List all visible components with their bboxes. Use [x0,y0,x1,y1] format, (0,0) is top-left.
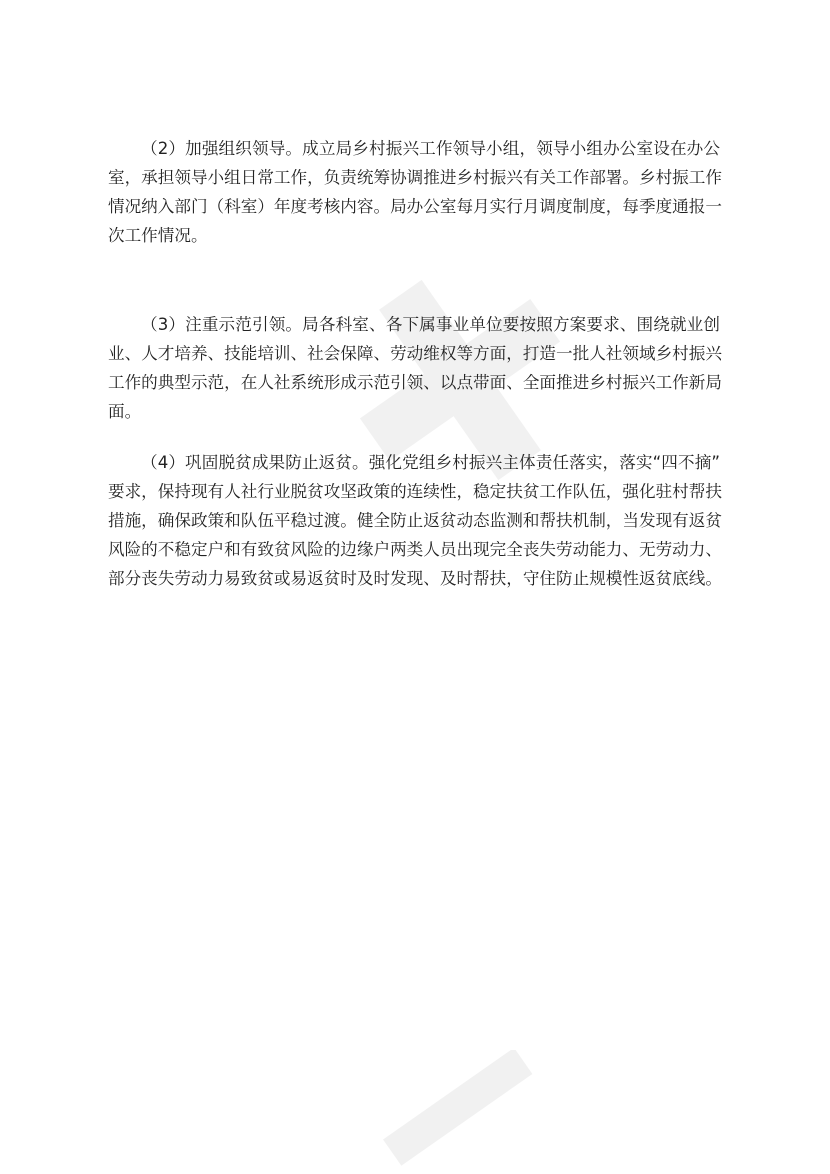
watermark-graphic-bottom [360,1050,560,1170]
text-line: （2）加强组织领导。成立局乡村振兴工作领导小组，领导小组办公室设在办公 [141,139,720,158]
text-line: 面。 [108,402,142,421]
text-line: 室，承担领导小组日常工作，负责统筹协调推进乡村振兴有关工作部署。乡村振工作 [108,168,722,187]
paragraph-prevent-poverty-return [108,448,720,593]
paragraph-strengthen-leadership [108,134,720,250]
text-line: 措施，确保政策和队伍平稳过渡。健全防止返贫动态监测和帮扶机制，当发现有返贫 [108,511,722,530]
text-line: 部分丧失劳动力易致贫或易返贫时及时发现、及时帮扶，守住防止规模性返贫底线。 [108,569,722,588]
text-line: 风险的不稳定户和有致贫风险的边缘户两类人员出现完全丧失劳动能力、无劳动力、 [108,540,722,559]
text-line: 情况纳入部门（科室）年度考核内容。局办公室每月实行月调度制度，每季度通报一 [108,197,722,216]
text-line: 工作的典型示范，在人社系统形成示范引领、以点带面、全面推进乡村振兴工作新局 [108,373,722,392]
text-line: （3）注重示范引领。局各科室、各下属事业单位要按照方案要求、围绕就业创 [141,315,720,334]
paragraph-demonstration [108,310,720,426]
text-line: 业、人才培养、技能培训、社会保障、劳动维权等方面，打造一批人社领域乡村振兴 [108,344,722,363]
text-line: 要求，保持现有人社行业脱贫攻坚政策的连续性，稳定扶贫工作队伍，强化驻村帮扶 [108,482,722,501]
text-line: 次工作情况。 [108,226,208,245]
text-line: （4）巩固脱贫成果防止返贫。强化党组乡村振兴主体责任落实，落实“四不摘” [141,453,720,472]
